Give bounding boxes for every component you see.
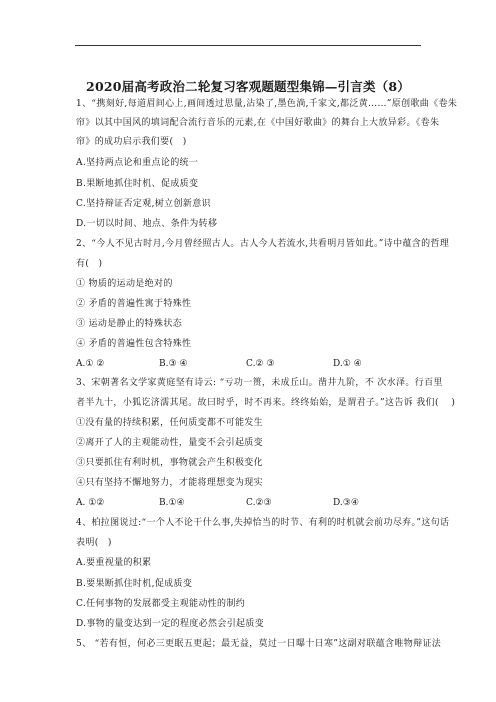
q1-stem-line3: 帘》的成功启示我们要( ): [76, 137, 187, 147]
q3-stem-line1: 3、宋朝著名文学家黄庭坚有诗云: “亏功一篑，未成丘山。凿井九阶，不 次水泽。行百里: [76, 378, 443, 388]
q1-option-a: A.坚持两点论和重点论的统一: [76, 158, 199, 168]
q1-option-c: C.坚持辩证否定观,树立创新意识: [76, 199, 211, 209]
q3-statement-3: ③只要抓住有利时机，事物就会产生积极变化: [76, 458, 264, 468]
q3-option-b: B.①④: [159, 498, 185, 508]
page-title: 2020届高考政治二轮复习客观题题型集锦—引言类（8）: [86, 79, 410, 94]
q2-stem-line2: 有( ): [76, 259, 103, 269]
q4-option-c: C.任何事物的发展都受主观能动性的制约: [76, 599, 246, 609]
q4-option-a: A.要重视量的积累: [76, 558, 152, 568]
q3-statement-2: ②离开了人的主观能动性，量变不会引起质变: [76, 438, 264, 448]
q2-statement-1: ① 物质的运动是绝对的: [76, 279, 173, 289]
q2-option-a: A.① ②: [76, 359, 105, 369]
q5-stem-line1: 5、 “若有恒，何必三更眠五更起；最无益，莫过一日曝十日寒”这副对联蕴含唯物辩证法: [76, 639, 442, 649]
q4-stem-line2: 表明( ): [76, 538, 112, 548]
q4-option-b: B.要果断抓住时机,促成质变: [76, 579, 193, 589]
q3-option-d: D.③④: [333, 498, 359, 508]
q2-statement-3: ③ 运动是静止的特殊状态: [76, 319, 183, 329]
q1-option-d: D.一切以时间、地点、条件为转移: [76, 219, 218, 229]
q1-stem-line2: 帘》以其中国风的填词配合流行音乐的元素,在《中国好歌曲》的舞台上大放异彩。《卷朱: [76, 118, 440, 128]
q2-option-d: D.① ④: [333, 359, 362, 369]
q3-option-c: C.②③: [246, 498, 272, 508]
q3-option-a: A. ①②: [76, 498, 105, 508]
header-rule: [75, 45, 421, 46]
q3-statement-1: ①没有量的持续积累，任何质变都不可能发生: [76, 418, 264, 428]
q4-option-d: D.事物的量变达到一定的程度必然会引起质变: [76, 619, 265, 629]
q4-stem-line1: 4、柏拉图说过:“一个人不论干什么事,失掉恰当的时节、有利的时机就会前功尽弃。”这句话: [76, 518, 450, 528]
q1-stem-line1: 1、“携刻好,每道眉间心上,画间透过思量,沾染了,墨色淌,千家文,都泛黄……”原创歌曲《卷朱: [76, 99, 458, 109]
q3-statement-4: ④只有坚持不懈地努力，才能将理想变为现实: [76, 478, 264, 488]
q1-option-b: B.果断地抓住时机、促成质变: [76, 179, 199, 189]
q2-statement-4: ④ 矛盾的普遍性包含特殊性: [76, 339, 192, 349]
q2-option-b: B.③ ④: [159, 359, 188, 369]
q3-stem-line2: 者半九十，小狐讫济濡其尾。故曰时乎，时不再来。终终始始，是谓君子。”这告诉 我们( ): [76, 398, 456, 408]
q2-option-c: C.② ③: [246, 359, 275, 369]
q2-stem-line1: 2、“今人不见古时月,今月曾经照古人。古人今人若流水,共看明月皆如此。”诗中蕴含的哲理: [76, 239, 450, 249]
q2-statement-2: ② 矛盾的普遍性寓于特殊性: [76, 299, 192, 309]
